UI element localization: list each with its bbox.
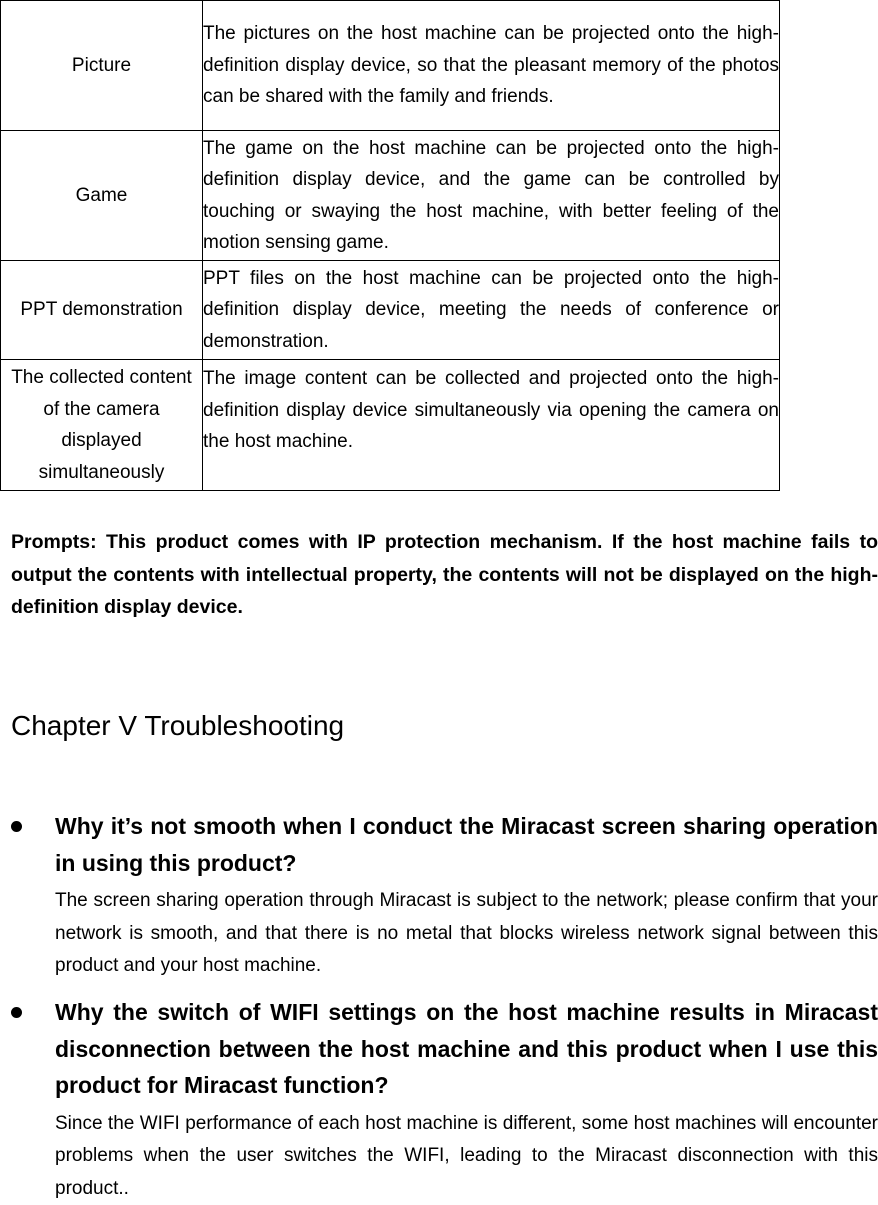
faq-answer: Since the WIFI performance of each host machine is different, some host machines will encounter problems when the user switches the WIFI, leading to the Miracast disconnection with this product..: [55, 1108, 878, 1205]
faq-question: Why the switch of WIFI settings on the host machine results in Miracast disconnection between the host machine and this product when I use this product for Miracast function?: [55, 994, 878, 1104]
ip-protection-prompt: Prompts: This product comes with IP protection mechanism. If the host machine fails to output the contents with intellectual property, the contents will not be displayed on the high-definition display device.: [11, 526, 878, 624]
faq-question: Why it’s not smooth when I conduct the Miracast screen sharing operation in using this product?: [55, 808, 878, 881]
feature-description: The pictures on the host machine can be projected onto the high-definition display device, so that the pleasant memory of the photos can be shared with the family and friends.: [203, 1, 780, 131]
feature-description: The game on the host machine can be projected onto the high-definition display device, and the game can be controlled by touching or swaying the host machine, with better feeling of the motion sensing game.: [203, 131, 780, 261]
feature-name: Picture: [1, 1, 203, 131]
bullet-icon: [11, 821, 22, 832]
table-row: [1, 1, 780, 131]
table-row: [1, 131, 780, 261]
bullet-icon: [11, 1007, 22, 1018]
feature-name: The collected content of the camera displayed simultaneously: [1, 360, 203, 491]
feature-description: PPT files on the host machine can be projected onto the high-definition display device, meeting the needs of conference or demonstration.: [203, 261, 780, 360]
feature-description: The image content can be collected and projected onto the high-definition display device simultaneously via opening the camera on the host machine.: [203, 360, 780, 491]
table-row: [1, 360, 780, 491]
faq-item: [11, 808, 878, 983]
feature-name: PPT demonstration: [1, 261, 203, 360]
chapter-title: Chapter V Troubleshooting: [11, 706, 344, 746]
faq-item: [11, 994, 878, 1205]
feature-name: Game: [1, 131, 203, 261]
table-row: [1, 261, 780, 360]
faq-answer: The screen sharing operation through Miracast is subject to the network; please confirm that your network is smooth, and that there is no metal that blocks wireless network signal between this product and your host machine.: [55, 885, 878, 983]
features-table: [0, 0, 780, 491]
